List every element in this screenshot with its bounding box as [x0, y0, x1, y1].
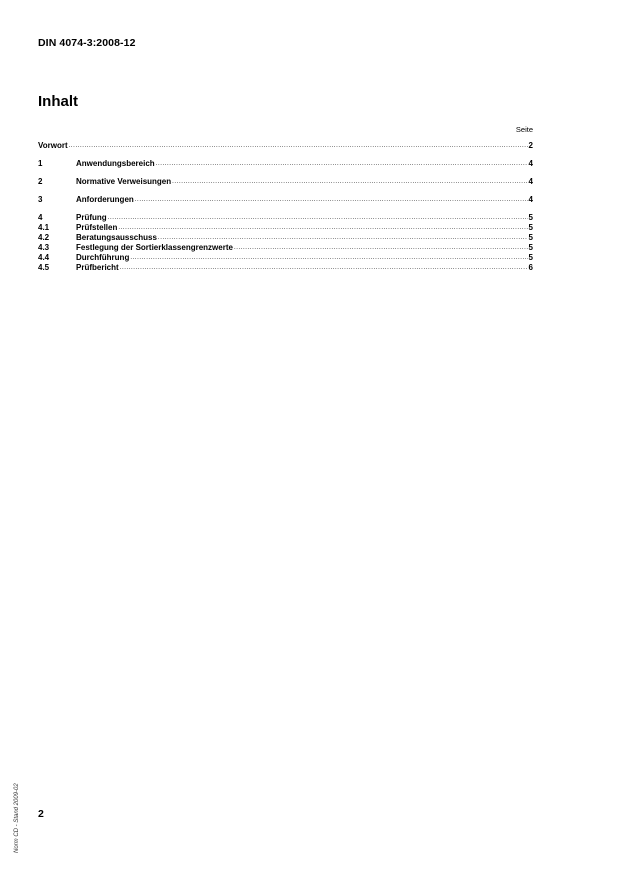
toc-leader-dots	[158, 234, 528, 243]
toc-entry-number: 4.4	[38, 253, 50, 262]
toc-entry-number: 1	[38, 159, 43, 168]
toc-leader-dots	[118, 224, 527, 233]
toc-entry-number: 4.3	[38, 243, 50, 252]
toc-entry-page: 5	[528, 213, 533, 222]
toc-entry-label: Festlegung der Sortierklassengrenzwerte	[76, 243, 233, 252]
toc-entry-page: 4	[528, 159, 533, 168]
toc-entry-number: 4	[38, 213, 43, 222]
toc-entry-number: 4.1	[38, 223, 50, 232]
toc-leader-dots	[234, 244, 528, 253]
toc-entry-label: Beratungsausschuss	[76, 233, 157, 242]
toc-leader-dots	[135, 196, 528, 205]
toc-entry[interactable]	[38, 195, 533, 205]
toc-entry-number: 2	[38, 177, 43, 186]
toc-entry[interactable]	[38, 223, 533, 233]
toc-leader-dots	[69, 142, 528, 151]
toc-entry[interactable]	[38, 213, 533, 223]
toc-leader-dots	[108, 214, 528, 223]
page-number: 2	[38, 808, 44, 820]
toc-entry[interactable]	[38, 177, 533, 187]
toc-entry-label: Vorwort	[38, 141, 68, 150]
toc-entry-label: Prüfbericht	[76, 263, 119, 272]
toc-entry-page: 5	[528, 233, 533, 242]
document-id: DIN 4074-3:2008-12	[38, 37, 136, 49]
toc-entry-page: 2	[528, 141, 533, 150]
table-of-contents	[38, 141, 533, 273]
toc-leader-dots	[172, 178, 527, 187]
toc-entry-page: 5	[528, 243, 533, 252]
toc-heading: Inhalt	[38, 93, 78, 110]
toc-entry-label: Durchführung	[76, 253, 130, 262]
toc-entry[interactable]	[38, 263, 533, 273]
toc-entry[interactable]	[38, 141, 533, 151]
toc-entry-label: Anwendungsbereich	[76, 159, 155, 168]
toc-entry-number: 3	[38, 195, 43, 204]
toc-entry[interactable]	[38, 233, 533, 243]
toc-entry-label: Prüfung	[76, 213, 107, 222]
side-note: Norm CD - Stand 2009-02	[14, 783, 20, 853]
toc-entry-page: 4	[528, 177, 533, 186]
toc-leader-dots	[156, 160, 528, 169]
toc-entry-page: 5	[528, 223, 533, 232]
toc-entry-page: 6	[528, 263, 533, 272]
toc-entry-number: 4.5	[38, 263, 50, 272]
toc-entry-label: Prüfstellen	[76, 223, 118, 232]
toc-entry-page: 5	[528, 253, 533, 262]
toc-entry[interactable]	[38, 253, 533, 263]
toc-leader-dots	[130, 254, 527, 263]
toc-leader-dots	[120, 264, 528, 273]
toc-entry[interactable]	[38, 159, 533, 169]
toc-entry[interactable]	[38, 243, 533, 253]
toc-entry-label: Normative Verweisungen	[76, 177, 172, 186]
page-column-label: Seite	[515, 125, 533, 134]
toc-entry-number: 4.2	[38, 233, 50, 242]
toc-entry-label: Anforderungen	[76, 195, 134, 204]
toc-entry-page: 4	[528, 195, 533, 204]
